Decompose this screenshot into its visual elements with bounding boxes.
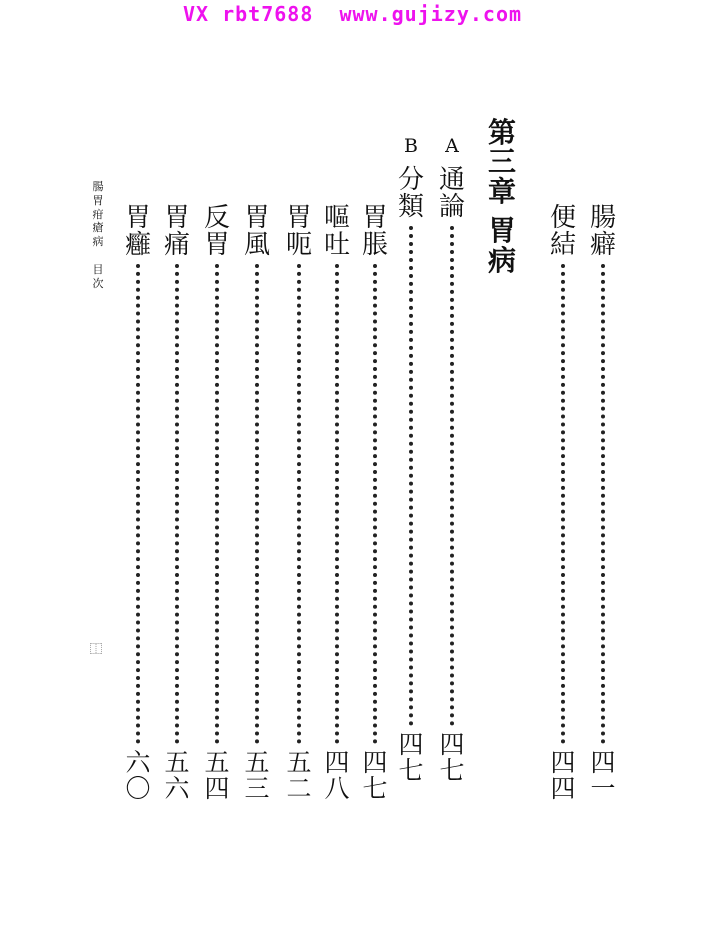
dotted-leader: [175, 264, 179, 744]
entry-page: 六 〇: [125, 747, 151, 803]
entry-page: 四 一: [590, 747, 616, 803]
folio-mark: ⿰: [90, 642, 103, 656]
toc-entry-weifeng: [240, 205, 274, 802]
dotted-leader: [450, 226, 454, 726]
entry-title: 胃 風: [243, 203, 270, 261]
entry-title: 分 類: [397, 165, 424, 223]
toc-entry-weie: [282, 205, 316, 802]
running-title: [88, 180, 108, 290]
entry-page: 五 三: [244, 747, 270, 803]
entry-page: 四 七: [439, 729, 465, 785]
entry-title: 腸 癖: [589, 203, 616, 261]
entry-title: 便 結: [549, 203, 576, 261]
entry-letter: B: [404, 135, 418, 157]
dotted-leader: [297, 264, 301, 744]
entry-page: 五 六: [164, 747, 190, 803]
entry-page: 四 七: [398, 729, 424, 785]
toc-entry-bianjie: [546, 205, 580, 802]
toc-entry-outu: [320, 205, 354, 802]
entry-title: 反 胃: [203, 203, 230, 261]
entry-title: 通 論: [438, 165, 465, 223]
entry-page: 四 四: [550, 747, 576, 803]
toc-entry-weizhang: [358, 205, 392, 802]
chapter-label: 第 三 章: [487, 116, 516, 208]
toc-entry-weiyong: [121, 205, 155, 802]
watermark: VX rbt7688 www.gujizy.com: [182, 2, 523, 26]
dotted-leader: [215, 264, 219, 744]
dotted-leader: [136, 264, 140, 744]
entry-title: 胃 癰: [124, 203, 151, 261]
entry-page: 四 七: [362, 747, 388, 803]
entry-page: 四 八: [324, 747, 350, 803]
entry-page: 五 四: [204, 747, 230, 803]
toc-entry-fenlei: [394, 135, 428, 784]
toc-entry-changpi: [586, 205, 620, 802]
entry-title: 胃 痛: [163, 203, 190, 261]
book-title: 腸 胃 疳 瘡 病: [92, 180, 104, 248]
dotted-leader: [373, 264, 377, 744]
toc-entry-weitong: [160, 205, 194, 802]
chapter-title: 胃 病: [487, 214, 516, 277]
entry-title: 胃 脹: [361, 203, 388, 261]
dotted-leader: [255, 264, 259, 744]
dotted-leader: [601, 264, 605, 744]
section-title: 目 次: [92, 262, 104, 290]
entry-page: 五 二: [286, 747, 312, 803]
toc-entry-tonglun: [435, 135, 469, 784]
entry-title: 胃 呃: [285, 203, 312, 261]
entry-title: 嘔 吐: [323, 203, 350, 261]
dotted-leader: [409, 226, 413, 726]
toc-entry-fanwei: [200, 205, 234, 802]
dotted-leader: [561, 264, 565, 744]
dotted-leader: [335, 264, 339, 744]
chapter-heading: [485, 118, 519, 275]
entry-letter: A: [445, 135, 459, 157]
